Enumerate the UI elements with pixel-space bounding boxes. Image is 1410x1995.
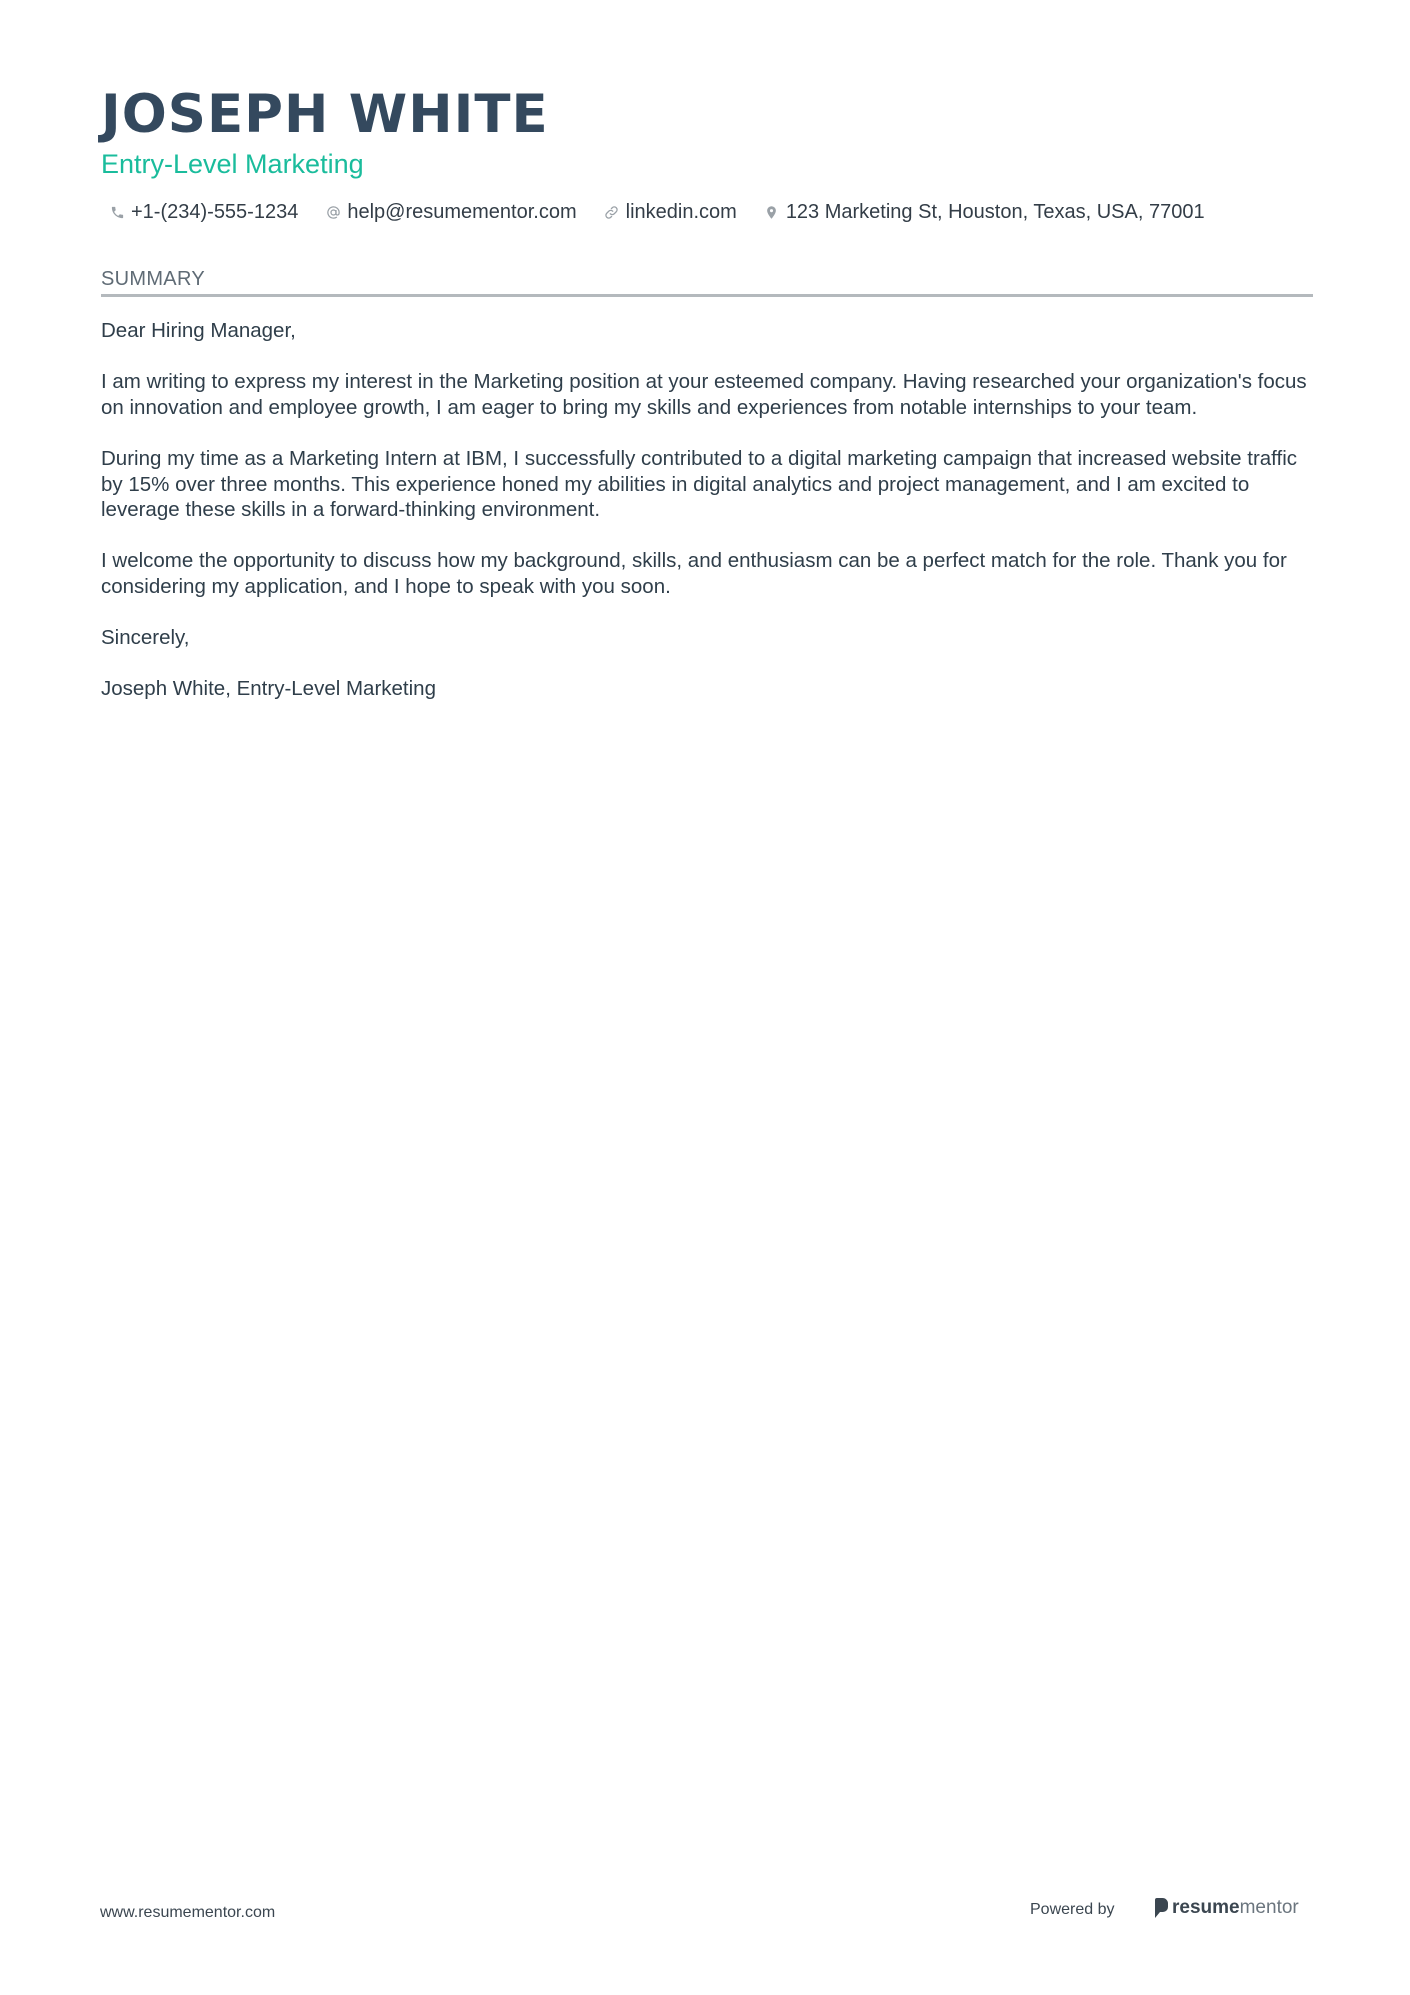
contact-bar (108, 198, 1231, 226)
email-text: help@resumementor.com (347, 200, 577, 223)
letter-signature: Joseph White, Entry-Level Marketing (101, 677, 436, 701)
location-pin-icon (763, 203, 781, 221)
footer-website-link[interactable]: www.resumementor.com (100, 1904, 276, 1921)
resumementor-logo[interactable] (1153, 1897, 1299, 1919)
link-icon (603, 203, 621, 221)
brand-text-strong: resume (1172, 1897, 1240, 1918)
phone-text: +1-(234)-555-1234 (131, 200, 299, 223)
powered-by-label: Powered by (1030, 1901, 1115, 1918)
contact-phone (108, 201, 298, 224)
letter-salutation: Dear Hiring Manager, (101, 319, 296, 342)
summary-heading: SUMMARY (101, 268, 205, 290)
contact-linkedin[interactable] (603, 201, 737, 224)
candidate-role: Entry-Level Marketing (101, 149, 364, 179)
linkedin-text: linkedin.com (625, 200, 737, 223)
resumementor-logo-icon (1153, 1898, 1168, 1918)
contact-address (763, 201, 1205, 224)
brand-text-light: mentor (1239, 1897, 1299, 1918)
at-icon (324, 203, 342, 221)
letter-paragraph: I welcome the opportunity to discuss how my background, skills, and enthusiasm can be a perfect match for the role. Thank you for considering my application, and I hope to speak with you soon. (101, 549, 1287, 598)
candidate-name: JOSEPH WHITE (101, 84, 549, 145)
summary-divider (101, 294, 1313, 297)
letter-paragraph: I am writing to express my interest in the Marketing position at your esteemed company. Having researched your organization's focus on innovation and employee growth, I am eager to bring my skills and experiences from notable internships to your team. (101, 370, 1307, 419)
contact-email[interactable] (324, 201, 576, 224)
cover-letter-body (101, 318, 1313, 728)
letter-paragraph: During my time as a Marketing Intern at IBM, I successfully contributed to a digital marketing campaign that increased website traffic by 15% over three months. This experience honed my abilities in digital analytics and project management, and I am excited to leverage these skills in a forward-thinking environment. (101, 446, 1297, 522)
phone-icon (108, 203, 126, 221)
address-text: 123 Marketing St, Houston, Texas, USA, 77001 (785, 200, 1205, 223)
letter-closing: Sincerely, (101, 626, 190, 650)
